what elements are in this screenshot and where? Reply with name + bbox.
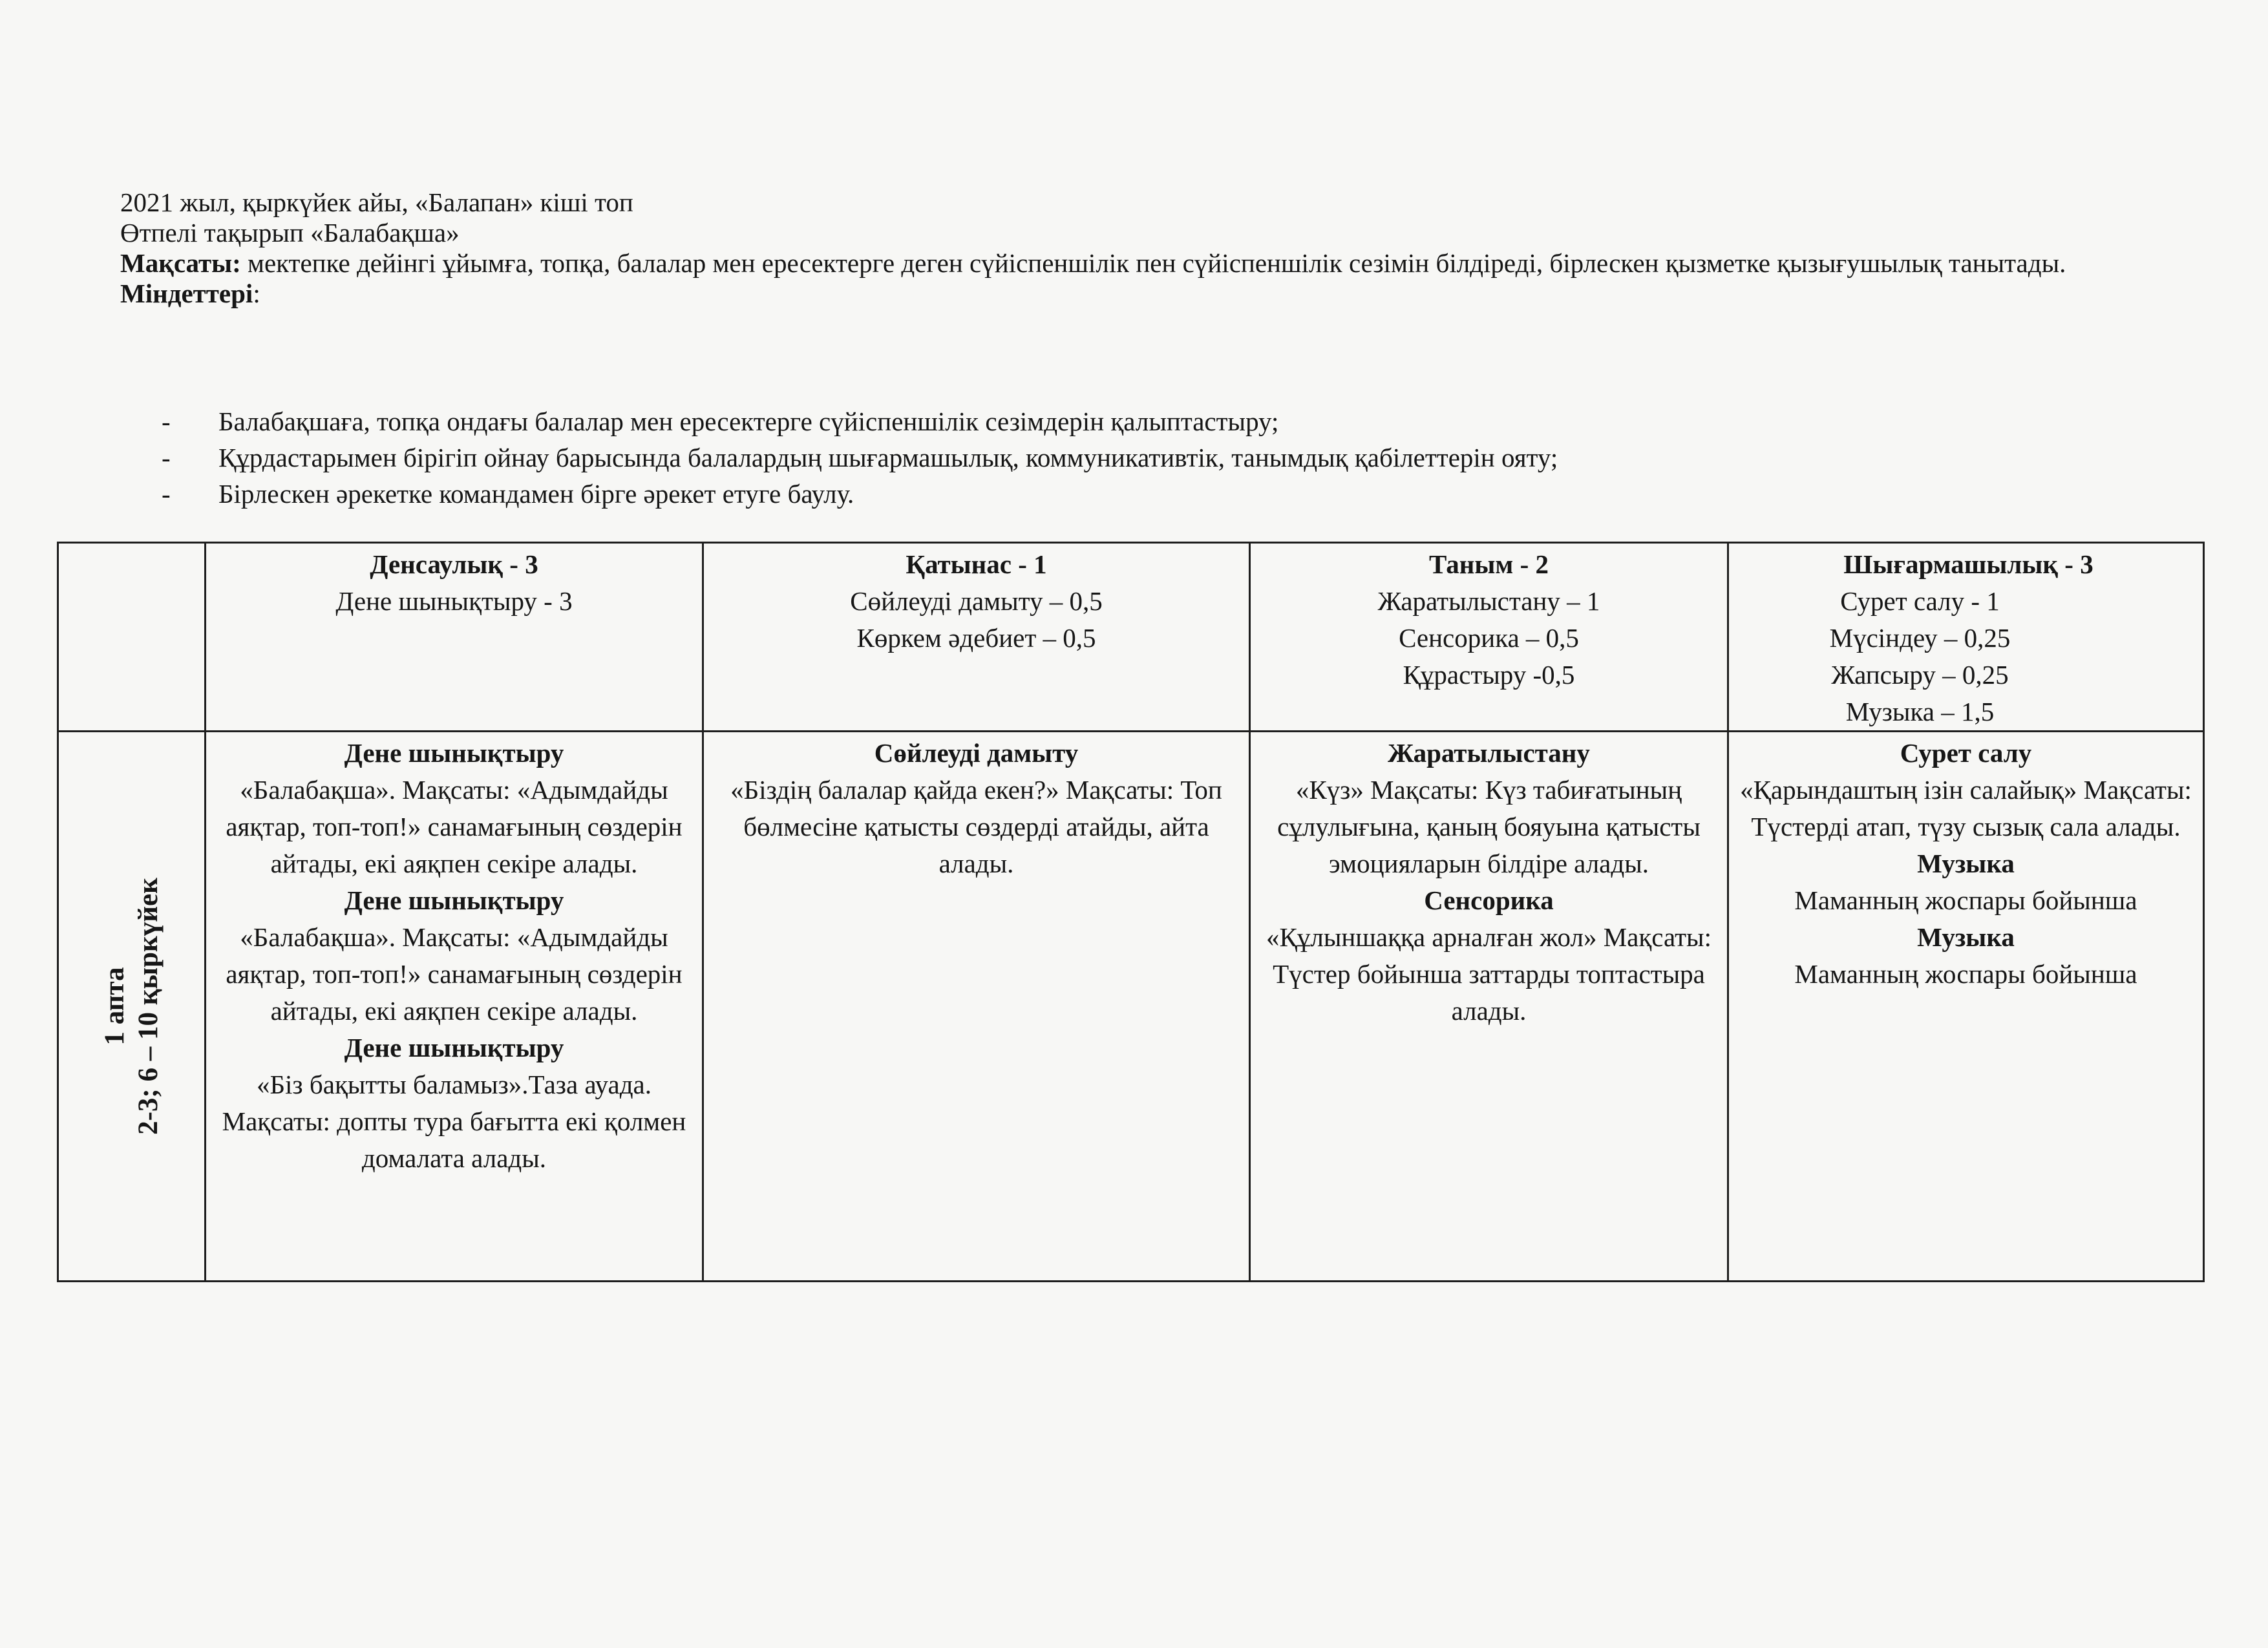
activity-title: Сөйлеуді дамыту xyxy=(874,738,1079,768)
tasks-colon: : xyxy=(253,279,260,308)
header-line-year-group: 2021 жыл, қыркүйек айы, «Балапан» кіші топ xyxy=(120,187,633,217)
activity-title: Дене шынықтыру xyxy=(344,1033,564,1062)
head-line: Сенсорика – 0,5 xyxy=(1399,623,1579,653)
head-title: Қатынас - 1 xyxy=(906,549,1047,579)
cell-communication xyxy=(703,732,1250,1282)
tasks-list xyxy=(162,406,2165,514)
activity-title: Сурет салу xyxy=(1900,738,2032,768)
head-cognition xyxy=(1250,543,1728,732)
activity-title: Дене шынықтыру xyxy=(344,885,564,915)
head-line: Жаратылыстану – 1 xyxy=(1377,586,1600,616)
head-line: Көркем әдебиет – 0,5 xyxy=(856,623,1096,653)
cell-creativity xyxy=(1728,732,2204,1282)
activity-title: Жаратылыстану xyxy=(1388,738,1590,768)
head-title: Денсаулық - 3 xyxy=(370,549,538,579)
plan-table xyxy=(57,542,2205,1282)
activity-text: «Біз бақытты баламыз».Таза ауада. Мақсаты: допты тура бағытта екі қолмен домалата алады. xyxy=(222,1070,686,1173)
cell-cognition xyxy=(1250,732,1728,1282)
header-tasks-label xyxy=(120,279,2156,309)
activity-text: Маманның жоспары бойынша xyxy=(1794,959,2137,989)
head-health xyxy=(206,543,703,732)
list-item: - Бірлескен әрекетке командамен бірге әрекет етуге баулу. xyxy=(162,478,2165,509)
head-title: Шығармашылық - 3 xyxy=(1843,549,2093,579)
tasks-label: Міндеттері xyxy=(120,279,253,308)
header-goal xyxy=(120,248,2156,279)
head-creativity xyxy=(1728,543,2204,732)
list-item: - Құрдастарымен бірігіп ойнау барысында балалардың шығармашылық, коммуникативтік, танымдық қабілеттерін ояту; xyxy=(162,442,2165,473)
activity-text: «Біздің балалар қайда екен?» Мақсаты: Топ бөлмесіне қатысты сөздерді атайды, айта алады. xyxy=(730,775,1222,878)
activity-text: Маманның жоспары бойынша xyxy=(1794,885,2137,915)
activity-text: «Балабақша». Мақсаты: «Адымдайды аяқтар, топ-топ!» санамағының сөздерін айтады, екі аяқпен секіре алады. xyxy=(226,922,683,1026)
table-header-row xyxy=(58,543,2204,732)
list-item: - Балабақшаға, топқа ондағы балалар мен ересектерге сүйіспеншілік сезімдерін қалыптастыру; xyxy=(162,406,2165,437)
head-title: Таным - 2 xyxy=(1428,549,1549,579)
head-line: Дене шынықтыру - 3 xyxy=(335,586,573,616)
activity-title: Дене шынықтыру xyxy=(344,738,564,768)
week-label xyxy=(98,878,165,1135)
week-row xyxy=(58,732,2204,1282)
activity-title: Сенсорика xyxy=(1424,885,1554,915)
head-line: Музыка – 1,5 xyxy=(1845,697,1995,726)
corner-cell xyxy=(58,543,206,732)
head-line: Жапсыру – 0,25 xyxy=(1831,660,2009,690)
cell-health xyxy=(206,732,703,1282)
header-line-theme: Өтпелі тақырып «Балабақша» xyxy=(120,218,460,248)
head-line: Сөйлеуді дамыту – 0,5 xyxy=(850,586,1103,616)
goal-text: мектепке дейінгі ұйымға, топқа, балалар мен ересектерге деген сүйіспеншілік пен сүйіспеншілік сезімін білдіреді, бірлескен қызметке қызығушылық танытады. xyxy=(240,248,2066,278)
week-cell xyxy=(58,732,206,1282)
activity-text: «Құлыншаққа арналған жол» Мақсаты: Түстер бойынша заттарды топтастыра алады. xyxy=(1266,922,1712,1026)
activity-text: «Қарындаштың ізін салайық» Мақсаты: Түстерді атап, түзу сызық сала алады. xyxy=(1740,775,2192,841)
week-dates: 2-3; 6 – 10 қыркүйек xyxy=(132,878,164,1135)
goal-label: Мақсаты: xyxy=(120,248,241,278)
head-communication xyxy=(703,543,1250,732)
activity-text: «Балабақша». Мақсаты: «Адымдайды аяқтар, топ-топ!» санамағының сөздерін айтады, екі аяқпен секіре алады. xyxy=(226,775,683,878)
activity-title: Музыка xyxy=(1917,922,2015,952)
head-line: Сурет салу - 1 xyxy=(1840,586,2000,616)
document-header xyxy=(120,187,2156,309)
week-number: 1 апта xyxy=(99,967,130,1046)
activity-text: «Күз» Мақсаты: Күз табиғатының сұлулығына, қаның бояуына қатысты эмоцияларын білдіре алады. xyxy=(1277,775,1701,878)
activity-title: Музыка xyxy=(1917,849,2015,878)
head-line: Мүсіндеу – 0,25 xyxy=(1829,623,2011,653)
head-line: Құрастыру -0,5 xyxy=(1403,660,1575,690)
